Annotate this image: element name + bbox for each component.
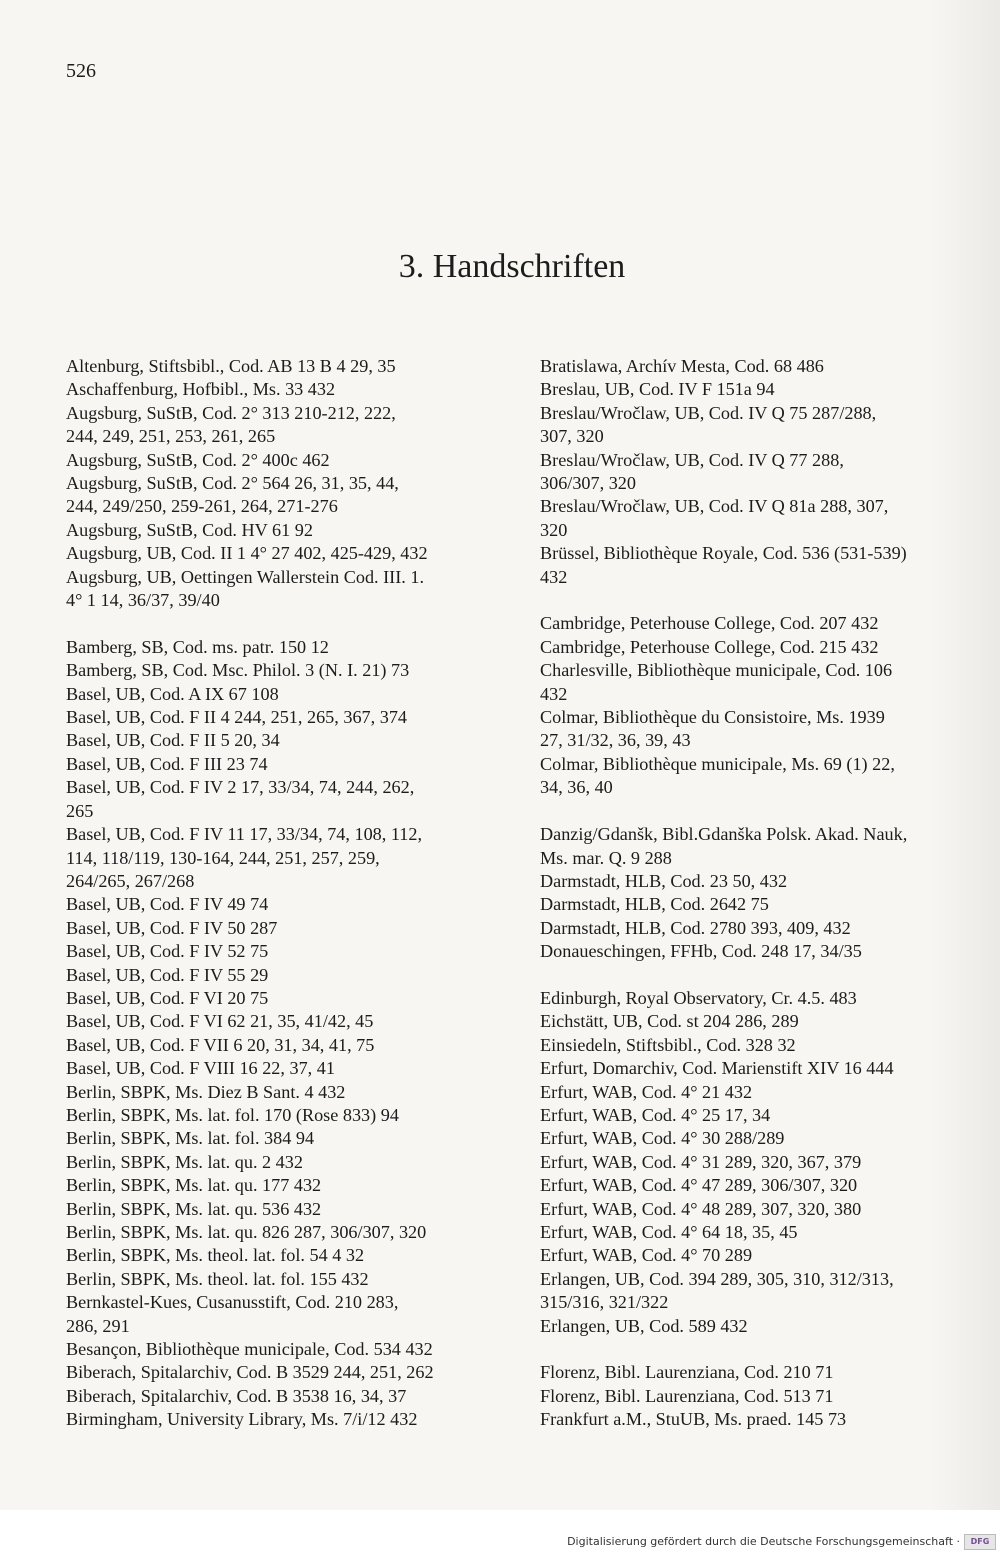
index-entry	[66, 449, 486, 472]
index-entry-line: 244, 249/250, 259-261, 264, 271-276	[66, 496, 338, 517]
index-entry	[540, 355, 960, 378]
index-entry-line: 432	[540, 566, 568, 587]
index-entry-line: Altenburg, Stiftsbibl., Cod. AB 13 B 4 29, 35	[66, 356, 396, 376]
index-entry-line: Cambridge, Peterhouse College, Cod. 215 432	[540, 636, 879, 657]
index-entry-line: 264/265, 267/268	[66, 870, 195, 891]
index-entry-line: Berlin, SBPK, Ms. theol. lat. fol. 155 432	[66, 1268, 369, 1289]
index-entry-line: Basel, UB, Cod. F VIII 16 22, 37, 41	[66, 1058, 335, 1079]
index-entry	[66, 1244, 486, 1267]
index-entry-line: Augsburg, SuStB, Cod. 2° 564 26, 31, 35, 44,	[66, 473, 399, 494]
index-entry-line: Colmar, Bibliothèque du Consistoire, Ms. 1939	[540, 707, 885, 728]
index-entry	[66, 893, 486, 916]
index-entry-line: Basel, UB, Cod. F IV 11 17, 33/34, 74, 108, 112,	[66, 824, 423, 845]
dfg-logo: DFG	[964, 1534, 996, 1550]
index-entry	[66, 1221, 486, 1244]
index-entry-line: Breslau, UB, Cod. IV F 151a 94	[540, 379, 775, 400]
group-separator	[540, 800, 960, 823]
index-entry-line: Basel, UB, Cod. F IV 49 74	[66, 894, 269, 915]
index-entry-line: Biberach, Spitalarchiv, Cod. B 3538 16, 34, 37	[66, 1385, 407, 1406]
index-entry	[66, 472, 486, 519]
index-entry-line: Basel, UB, Cod. F II 4 244, 251, 265, 367, 374	[66, 707, 408, 728]
index-entry	[66, 542, 486, 565]
index-entry-line: Darmstadt, HLB, Cod. 2642 75	[540, 894, 769, 915]
index-entry	[66, 1268, 486, 1291]
index-entry	[66, 1057, 486, 1080]
index-entry-line: Darmstadt, HLB, Cod. 2780 393, 409, 432	[540, 917, 851, 938]
index-entry-line: 27, 31/32, 36, 39, 43	[540, 730, 691, 751]
index-entry-line: 114, 118/119, 130-164, 244, 251, 257, 259,	[66, 847, 380, 868]
index-entry	[540, 917, 960, 940]
index-entry-line: Ms. mar. Q. 9 288	[540, 847, 672, 868]
index-entry-line: Frankfurt a.M., StuUB, Ms. praed. 145 73	[540, 1409, 847, 1430]
index-entry-line: Berlin, SBPK, Ms. Diez B Sant. 4 432	[66, 1081, 346, 1102]
index-entry	[540, 1127, 960, 1150]
page-number: 526	[66, 60, 96, 82]
index-entry	[540, 1034, 960, 1057]
index-entry	[540, 449, 960, 496]
index-entry	[540, 940, 960, 963]
index-entry	[540, 870, 960, 893]
index-entry-line: Erfurt, WAB, Cod. 4° 25 17, 34	[540, 1104, 771, 1125]
index-entry-line: Darmstadt, HLB, Cod. 23 50, 432	[540, 870, 788, 891]
index-entry-line: Basel, UB, Cod. F VI 62 21, 35, 41/42, 45	[66, 1011, 374, 1032]
index-entry-line: 306/307, 320	[540, 473, 636, 494]
index-entry	[540, 706, 960, 753]
index-entry-line: Erfurt, WAB, Cod. 4° 30 288/289	[540, 1128, 785, 1149]
index-entry-line: Erfurt, WAB, Cod. 4° 64 18, 35, 45	[540, 1221, 798, 1242]
index-entry-line: Danzig/Gdanšk, Bibl.Gdanška Polsk. Akad. Nauk,	[540, 824, 908, 845]
index-entry-line: Basel, UB, Cod. F IV 55 29	[66, 964, 269, 985]
index-entry-line: Erlangen, UB, Cod. 589 432	[540, 1315, 748, 1336]
index-entry	[66, 1291, 486, 1338]
index-entry	[540, 893, 960, 916]
index-entry-line: Berlin, SBPK, Ms. lat. qu. 2 432	[66, 1151, 303, 1172]
index-entry	[540, 495, 960, 542]
index-entry	[66, 1104, 486, 1127]
index-entry	[66, 355, 486, 378]
index-entry-line: Berlin, SBPK, Ms. lat. fol. 384 94	[66, 1128, 315, 1149]
index-entry	[66, 1151, 486, 1174]
index-entry	[66, 917, 486, 940]
index-entry-line: 265	[66, 800, 94, 821]
index-entry-line: Bamberg, SB, Cod. Msc. Philol. 3 (N. I. 21) 73	[66, 660, 410, 681]
index-entry-line: Breslau/Wročlaw, UB, Cod. IV Q 75 287/288,	[540, 402, 877, 423]
index-entry	[66, 1198, 486, 1221]
index-entry	[66, 823, 486, 893]
index-entry	[66, 776, 486, 823]
index-entry	[540, 753, 960, 800]
group-separator	[66, 612, 486, 635]
index-entry	[540, 378, 960, 401]
index-entry	[66, 1385, 486, 1408]
index-entry	[66, 987, 486, 1010]
index-entry-line: Erlangen, UB, Cod. 394 289, 305, 310, 312/313,	[540, 1268, 894, 1289]
chapter-title: 3. Handschriften	[398, 248, 626, 285]
index-entry-line: Breslau/Wročlaw, UB, Cod. IV Q 77 288,	[540, 449, 844, 470]
index-entry-line: Eichstätt, UB, Cod. st 204 286, 289	[540, 1011, 799, 1032]
index-entry	[66, 1010, 486, 1033]
index-entry	[66, 659, 486, 682]
index-entry	[66, 729, 486, 752]
index-entry	[66, 753, 486, 776]
index-entry	[66, 1127, 486, 1150]
index-entry-line: Berlin, SBPK, Ms. lat. qu. 177 432	[66, 1175, 322, 1196]
index-entry-line: Erfurt, WAB, Cod. 4° 47 289, 306/307, 320	[540, 1175, 858, 1196]
index-entry	[540, 987, 960, 1010]
index-entry	[66, 378, 486, 401]
index-entry-line: 34, 36, 40	[540, 777, 613, 798]
group-separator	[540, 1338, 960, 1361]
index-entry-line: Berlin, SBPK, Ms. theol. lat. fol. 54 4 32	[66, 1245, 365, 1266]
index-entry-line: Basel, UB, Cod. F IV 52 75	[66, 941, 269, 962]
index-entry-line: Augsburg, UB, Oettingen Wallerstein Cod. III. 1.	[66, 566, 425, 587]
index-entry-line: Biberach, Spitalarchiv, Cod. B 3529 244, 251, 262	[66, 1362, 434, 1383]
index-entry	[540, 1198, 960, 1221]
index-entry	[540, 1408, 960, 1431]
index-entry	[66, 1408, 486, 1431]
index-entry-line: Breslau/Wročlaw, UB, Cod. IV Q 81a 288, 307,	[540, 496, 889, 517]
index-entry	[540, 542, 960, 589]
index-entry	[540, 1221, 960, 1244]
index-entry-line: Bamberg, SB, Cod. ms. patr. 150 12	[66, 636, 329, 657]
index-entry	[66, 964, 486, 987]
index-entry	[66, 1034, 486, 1057]
index-entry	[66, 519, 486, 542]
index-entry-line: Berlin, SBPK, Ms. lat. qu. 536 432	[66, 1198, 322, 1219]
index-entry	[540, 1174, 960, 1197]
group-separator	[540, 589, 960, 612]
index-entry-line: Erfurt, WAB, Cod. 4° 21 432	[540, 1081, 753, 1102]
index-entry	[540, 823, 960, 870]
index-entry-line: Florenz, Bibl. Laurenziana, Cod. 513 71	[540, 1385, 834, 1406]
index-column-right	[540, 355, 960, 1432]
index-entry-line: Basel, UB, Cod. F III 23 74	[66, 753, 268, 774]
index-entry-line: Charlesville, Bibliothèque municipale, Cod. 106	[540, 660, 893, 681]
footer-bar	[0, 1510, 1000, 1560]
index-entry-line: Erfurt, Domarchiv, Cod. Marienstift XIV 16 444	[540, 1058, 894, 1079]
index-entry	[66, 1081, 486, 1104]
index-entry-line: Erfurt, WAB, Cod. 4° 31 289, 320, 367, 379	[540, 1151, 862, 1172]
index-entry-line: Florenz, Bibl. Laurenziana, Cod. 210 71	[540, 1362, 834, 1383]
index-entry	[540, 1151, 960, 1174]
index-entry-line: Bernkastel-Kues, Cusanusstift, Cod. 210 283,	[66, 1292, 399, 1313]
index-column-left	[66, 355, 486, 1432]
index-entry-line: 4° 1 14, 36/37, 39/40	[66, 590, 220, 611]
index-entry-line: 307, 320	[540, 426, 604, 447]
index-entry-line: Berlin, SBPK, Ms. lat. fol. 170 (Rose 833) 94	[66, 1104, 399, 1125]
index-entry-line: Augsburg, UB, Cod. II 1 4° 27 402, 425-429, 432	[66, 543, 428, 564]
index-entry-line: Augsburg, SuStB, Cod. 2° 400c 462	[66, 449, 330, 470]
index-entry	[540, 1104, 960, 1127]
index-entry	[540, 1315, 960, 1338]
index-entry	[66, 940, 486, 963]
index-entry-line: 286, 291	[66, 1315, 130, 1336]
index-entry	[540, 659, 960, 706]
index-entry	[540, 1268, 960, 1315]
index-entry-line: Berlin, SBPK, Ms. lat. qu. 826 287, 306/307, 320	[66, 1222, 427, 1243]
index-entry	[540, 636, 960, 659]
index-entry-line: Basel, UB, Cod. F VI 20 75	[66, 987, 269, 1008]
index-entry	[540, 1385, 960, 1408]
group-separator	[540, 964, 960, 987]
index-entry-line: 315/316, 321/322	[540, 1292, 669, 1313]
index-entry-line: 244, 249, 251, 253, 261, 265	[66, 426, 276, 447]
index-entry	[540, 1010, 960, 1033]
index-entry-line: 320	[540, 519, 568, 540]
index-entry-line: Donaueschingen, FFHb, Cod. 248 17, 34/35	[540, 941, 862, 962]
index-entry-line: Basel, UB, Cod. F VII 6 20, 31, 34, 41, 75	[66, 1034, 375, 1055]
index-entry	[540, 1081, 960, 1104]
index-entry-line: 432	[540, 683, 568, 704]
index-entry-line: Aschaffenburg, Hofbibl., Ms. 33 432	[66, 379, 336, 400]
index-entry	[540, 612, 960, 635]
index-entry	[66, 706, 486, 729]
index-entry-line: Bratislawa, Archív Mesta, Cod. 68 486	[540, 356, 824, 376]
index-entry	[66, 683, 486, 706]
index-entry-line: Einsiedeln, Stiftsbibl., Cod. 328 32	[540, 1034, 796, 1055]
index-entry-line: Basel, UB, Cod. F IV 50 287	[66, 917, 278, 938]
index-entry-line: Basel, UB, Cod. F II 5 20, 34	[66, 730, 280, 751]
index-entry-line: Besançon, Bibliothèque municipale, Cod. 534 432	[66, 1339, 433, 1360]
index-entry	[540, 1361, 960, 1384]
index-entry-line: Basel, UB, Cod. F IV 2 17, 33/34, 74, 244, 262,	[66, 777, 415, 798]
index-entry	[66, 1361, 486, 1384]
index-entry	[66, 636, 486, 659]
index-entry-line: Cambridge, Peterhouse College, Cod. 207 432	[540, 613, 879, 634]
index-entry	[540, 1057, 960, 1080]
index-entry	[540, 1244, 960, 1267]
index-entry	[66, 402, 486, 449]
index-entry-line: Edinburgh, Royal Observatory, Cr. 4.5. 483	[540, 987, 857, 1008]
index-entry-line: Birmingham, University Library, Ms. 7/i/12 432	[66, 1409, 418, 1430]
index-entry-line: Erfurt, WAB, Cod. 4° 48 289, 307, 320, 380	[540, 1198, 862, 1219]
footer-credit: Digitalisierung gefördert durch die Deutsche Forschungsgemeinschaft ·	[567, 1535, 960, 1548]
index-entry-line: Erfurt, WAB, Cod. 4° 70 289	[540, 1245, 753, 1266]
index-entry	[66, 1174, 486, 1197]
index-entry	[66, 566, 486, 613]
index-entry-line: Augsburg, SuStB, Cod. HV 61 92	[66, 519, 313, 540]
index-entry-line: Colmar, Bibliothèque municipale, Ms. 69 (1) 22,	[540, 753, 895, 774]
index-entry-line: Brüssel, Bibliothèque Royale, Cod. 536 (531-539)	[540, 543, 907, 564]
index-entry	[540, 402, 960, 449]
index-entry-line: Basel, UB, Cod. A IX 67 108	[66, 683, 279, 704]
index-entry-line: Augsburg, SuStB, Cod. 2° 313 210-212, 222,	[66, 402, 396, 423]
index-entry	[66, 1338, 486, 1361]
